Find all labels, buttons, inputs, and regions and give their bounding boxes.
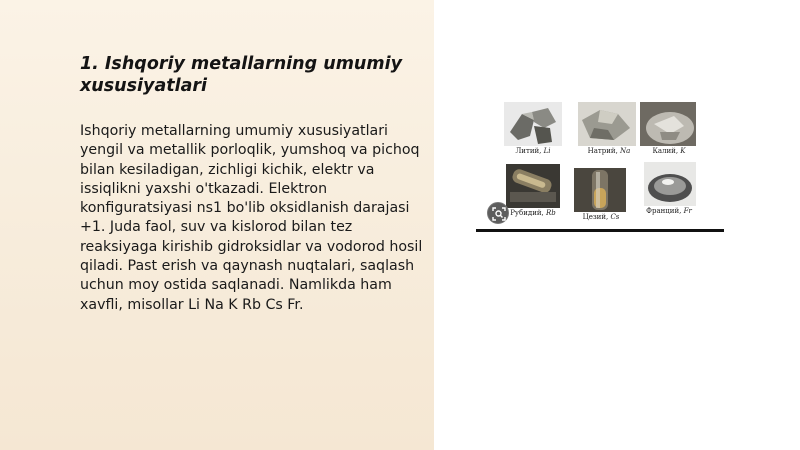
cesium-photo	[574, 168, 626, 212]
metal-name: Рубидий,	[510, 209, 544, 217]
metal-symbol: Fr	[683, 207, 692, 215]
potassium-photo	[640, 102, 696, 146]
sodium-photo	[578, 102, 636, 146]
metal-name: Цезий,	[582, 213, 609, 221]
metal-name: Литий,	[515, 147, 542, 155]
metal-symbol: Li	[543, 147, 551, 155]
metal-lithium	[504, 102, 574, 162]
rubidium-photo	[506, 164, 560, 208]
metal-symbol: Na	[620, 147, 631, 155]
figure-baseline	[476, 229, 724, 232]
metal-symbol: K	[680, 147, 686, 155]
slide-body-text: Ishqoriy metallarning umumiy xususiyatlari yengil va metallik porloqlik, yumshoq va pichoq bilan kesiladigan, zichligi kichik, elektr va issiqlikni yaxshi o'tkazadi. Elektron konfiguratsiyasi ns1 bo'lib oksidlanish darajasi +1. Juda faol, suv va kislorod bilan tez reaksiyaga kirishib gidroksidlar va vodorod hosil qiladi. Past erish va qaynash nuqtalari, saqlash uchun moy ostida saqlanadi. Namlikda ham xavfli, misollar Li Na K Rb Cs Fr.	[80, 123, 423, 313]
francium-photo	[644, 162, 696, 206]
metal-symbol: Cs	[610, 213, 620, 221]
metal-francium	[644, 162, 714, 222]
lithium-photo	[504, 102, 562, 146]
metal-potassium	[640, 102, 710, 162]
visual-search-icon[interactable]	[487, 202, 509, 224]
alkali-metals-figure	[476, 98, 724, 232]
slide-title: 1. Ishqoriy metallarning umumiy xususiyatlari	[80, 54, 403, 96]
metal-symbol: Rb	[546, 209, 556, 217]
metal-name: Натрий,	[587, 147, 618, 155]
metal-name: Калий,	[652, 147, 679, 155]
metal-cesium	[574, 168, 644, 228]
metal-name: Франций,	[646, 207, 682, 215]
